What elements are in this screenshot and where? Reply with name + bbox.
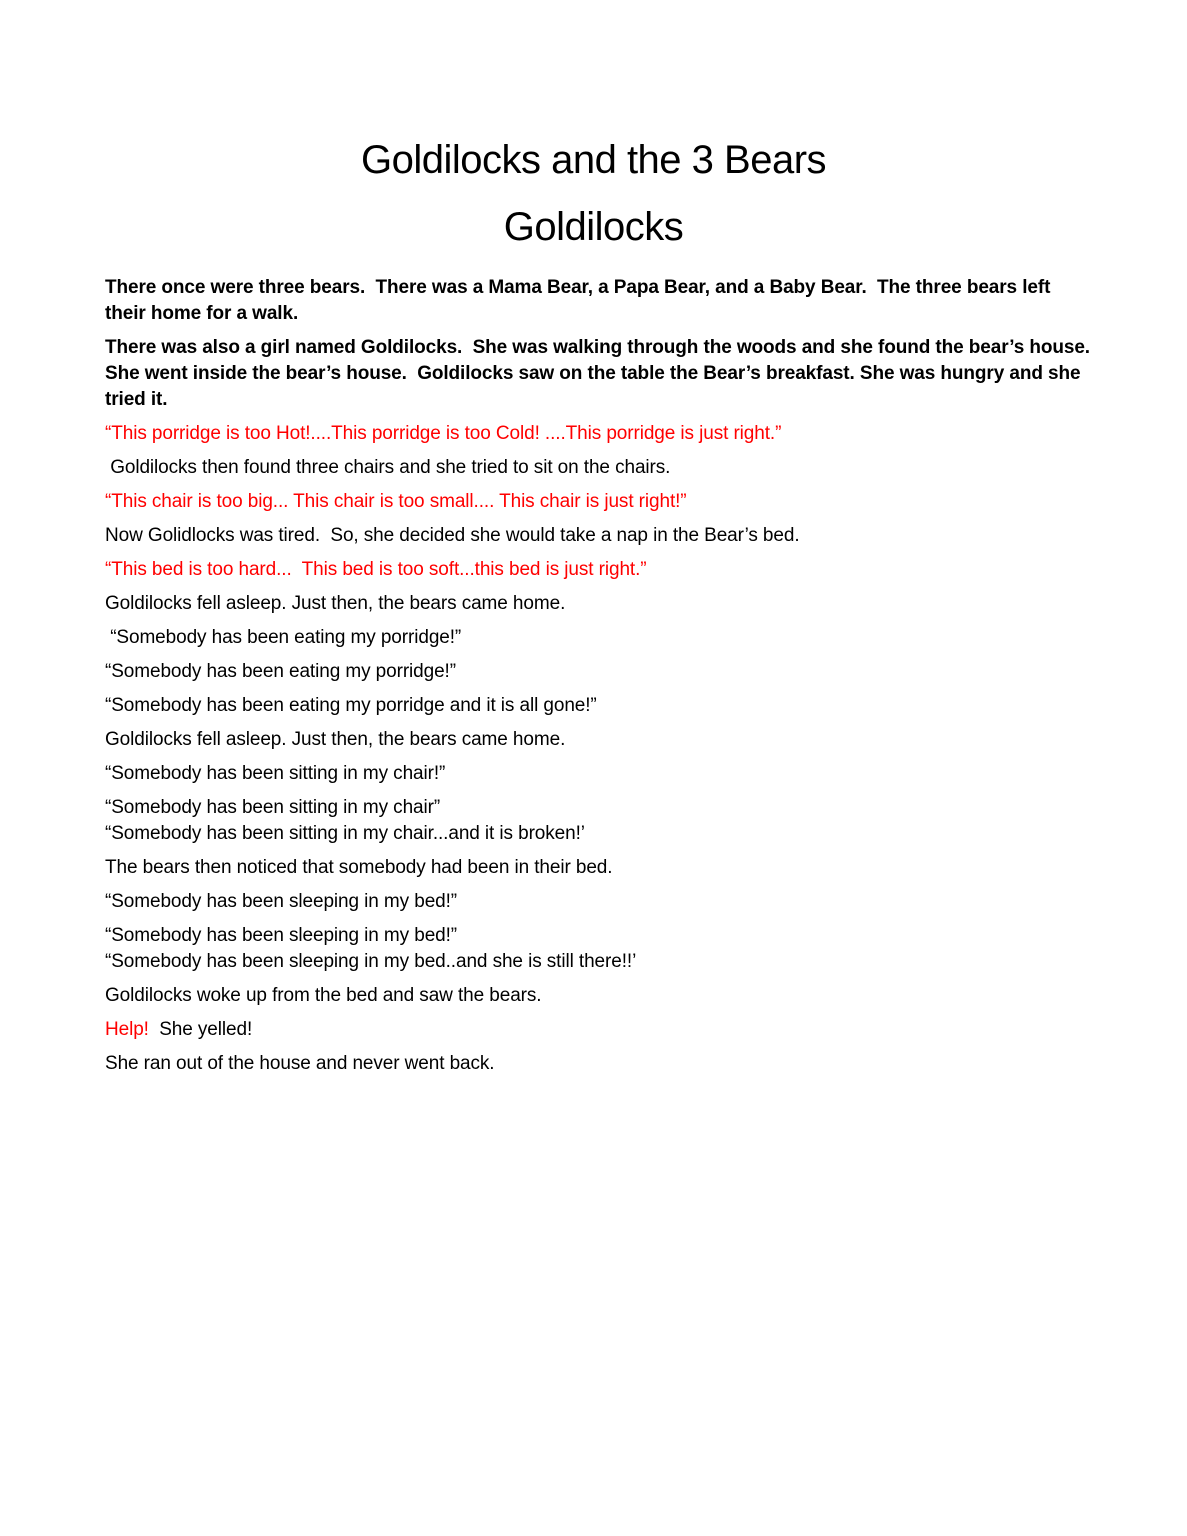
narration-text: She yelled! — [148, 1019, 253, 1040]
story-paragraph: Goldilocks then found three chairs and she tried to sit on the chairs. — [105, 457, 671, 478]
story-paragraph: “Somebody has been sleeping in my bed!” “Somebody has been sleeping in my bed..and she is still there!!’ — [105, 925, 637, 972]
story-paragraph: “Somebody has been sitting in my chair!” — [105, 763, 446, 784]
story-paragraph: “Somebody has been eating my porridge!” — [105, 627, 462, 648]
story-paragraph: There once were three bears. There was a Mama Bear, a Papa Bear, and a Baby Bear. The three bears left their home for a walk. — [105, 277, 1056, 324]
story-paragraphs — [0, 265, 1187, 1077]
dialogue-paragraph: “This bed is too hard... This bed is too soft...this bed is just right.” — [105, 559, 647, 580]
story-paragraph: The bears then noticed that somebody had been in their bed. — [105, 857, 613, 878]
story-paragraph: She ran out of the house and never went back. — [105, 1053, 495, 1074]
story-paragraph: “Somebody has been sitting in my chair” “Somebody has been sitting in my chair...and it is broken!’ — [105, 797, 585, 844]
story-paragraph: Goldilocks woke up from the bed and saw the bears. — [105, 985, 542, 1006]
document-title: Goldilocks and the 3 Bears — [360, 138, 827, 182]
title-block — [0, 0, 1187, 251]
story-paragraph: Now Golidlocks was tired. So, she decided she would take a nap in the Bear’s bed. — [105, 525, 800, 546]
document-subtitle: Goldilocks — [503, 205, 684, 249]
story-paragraph: There was also a girl named Goldilocks. She was walking through the woods and she found the bear’s house. She went inside the bear’s house. Goldilocks saw on the table the Bear’s breakfast. She was hungry and she tried it. — [105, 337, 1101, 410]
exclamation-text: Help! — [105, 1019, 149, 1040]
story-paragraph: Goldilocks fell asleep. Just then, the bears came home. — [105, 729, 566, 750]
dialogue-paragraph: “This chair is too big... This chair is too small.... This chair is just right!” — [105, 491, 687, 512]
dialogue-paragraph: “This porridge is too Hot!....This porridge is too Cold! ....This porridge is just right.” — [105, 423, 782, 444]
story-paragraph: “Somebody has been eating my porridge and it is all gone!” — [105, 695, 597, 716]
story-paragraph: “Somebody has been sleeping in my bed!” — [105, 891, 458, 912]
story-paragraph — [105, 1017, 1092, 1043]
story-paragraph: “Somebody has been eating my porridge!” — [105, 661, 456, 682]
story-paragraph: Goldilocks fell asleep. Just then, the bears came home. — [105, 593, 566, 614]
